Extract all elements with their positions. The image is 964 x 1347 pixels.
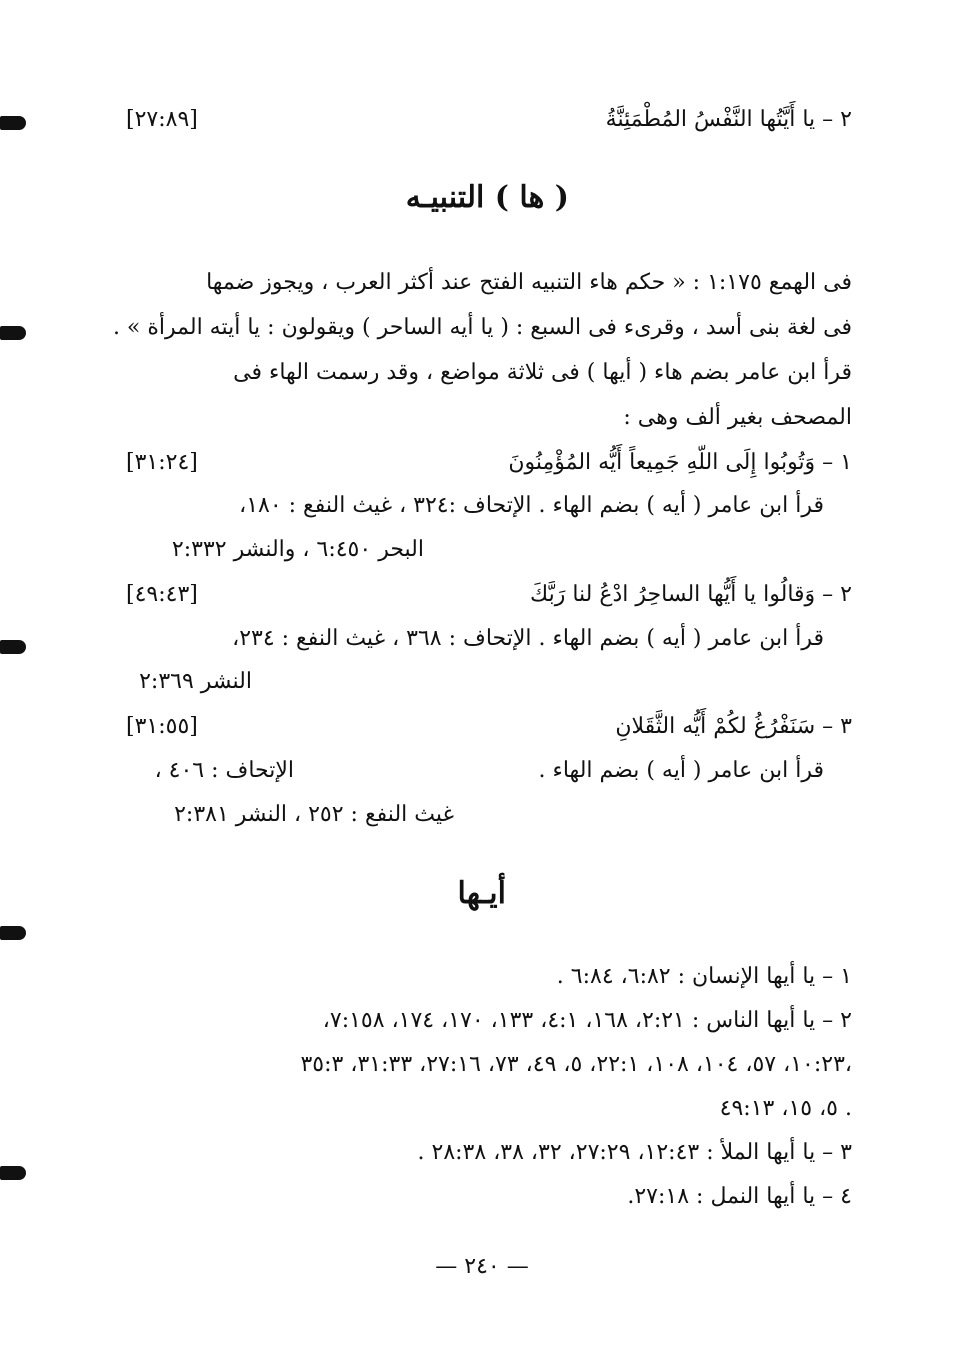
section-title-ayyuha: أيـها — [457, 876, 506, 911]
verse-item: ١ – وَتُوبُوا إِلَى اللّهِ جَمِيعاً أَيُّه المُؤْمِنُونَ — [508, 450, 852, 475]
list-item-continuation: ٥، ١٥، ٤٩:١٣ . — [719, 1096, 852, 1121]
header-verse-ref: [٢٧:٨٩] — [126, 107, 198, 132]
verse-note: قرأ ابن عامر ( أيه ) بضم الهاء . الإتحاف :٣٢٤ ، غيث النفع : ١٨٠، — [239, 493, 824, 518]
paragraph-line: فى الهمع ١:١٧٥ : « حكم هاء التنبيه الفتح عند أكثر العرب ، ويجوز ضمها — [206, 270, 852, 295]
verse-note: قرأ ابن عامر ( أيه ) بضم الهاء . الإتحاف : ٣٦٨ ، غيث النفع : ٢٣٤، — [232, 626, 824, 651]
scan-binding-mark — [0, 326, 26, 340]
list-item-continuation: ١٠:٢٣، ٥٧، ١٠٤، ١٠٨، ٢٢:١، ٥، ٤٩، ٧٣، ٢٧:١٦، ٣١:٣٣، ٣٥:٣، — [300, 1052, 852, 1077]
verse-note: غيث النفع : ٢٥٢ ، النشر ٢:٣٨١ — [174, 802, 454, 827]
verse-ref: [٤٩:٤٣] — [126, 582, 198, 607]
verse-note: البحر ٦:٤٥٠ ، والنشر ٢:٣٣٢ — [171, 537, 424, 562]
scan-binding-mark — [0, 116, 26, 130]
verse-ref: [٣١:٥٥] — [126, 714, 198, 739]
list-item: ٢ – يا أيها الناس : ٢:٢١، ١٦٨، ٤:١، ١٣٣، ١٧٠، ١٧٤، ٧:١٥٨، — [322, 1008, 852, 1033]
verse-note-side: الإتحاف : ٤٠٦ ، — [154, 758, 294, 783]
verse-item: ٣ – سَنَفْرُغُ لكُمْ أَيُّه الثَّقَلانِ — [615, 714, 852, 739]
paragraph-line: المصحف بغير ألف وهى : — [623, 405, 852, 430]
list-item: ١ – يا أيها الإنسان : ٦:٨٢، ٦:٨٤ . — [556, 964, 852, 989]
paragraph-line: فى لغة بنى أسد ، وقرىء فى السبع : ( يا أيه الساحر ) ويقولون : يا أيته المرأة » . — [112, 315, 852, 340]
scan-binding-mark — [0, 640, 26, 654]
verse-item: ٢ – وَقالُوا يا أَيُّها الساحِرُ ادْعُ لنا رَبَّكَ — [530, 582, 852, 607]
header-verse: ٢ – يا أَيَّتُها النَّفْسُ المُطْمَئِنَّةُ — [605, 107, 852, 132]
paragraph-line: قرأ ابن عامر بضم هاء ( أيها ) فى ثلاثة مواضع ، وقد رسمت الهاء فى — [233, 360, 852, 385]
list-item: ٤ – يا أيها النمل : ٢٧:١٨. — [627, 1184, 852, 1209]
list-item: ٣ – يا أيها الملأ : ١٢:٤٣، ٢٧:٢٩، ٣٢، ٣٨، ٢٨:٣٨ . — [417, 1140, 852, 1165]
scan-binding-mark — [0, 926, 26, 940]
verse-note: قرأ ابن عامر ( أيه ) بضم الهاء . — [538, 758, 824, 783]
verse-ref: [٣١:٢٤] — [126, 450, 198, 475]
page-number: — ٢٤٠ — — [435, 1254, 529, 1279]
section-title-ha-tanbih: ( ها ) التنبيـه — [405, 180, 569, 215]
verse-note: النشر ٢:٣٦٩ — [139, 669, 252, 694]
scan-binding-mark — [0, 1166, 26, 1180]
